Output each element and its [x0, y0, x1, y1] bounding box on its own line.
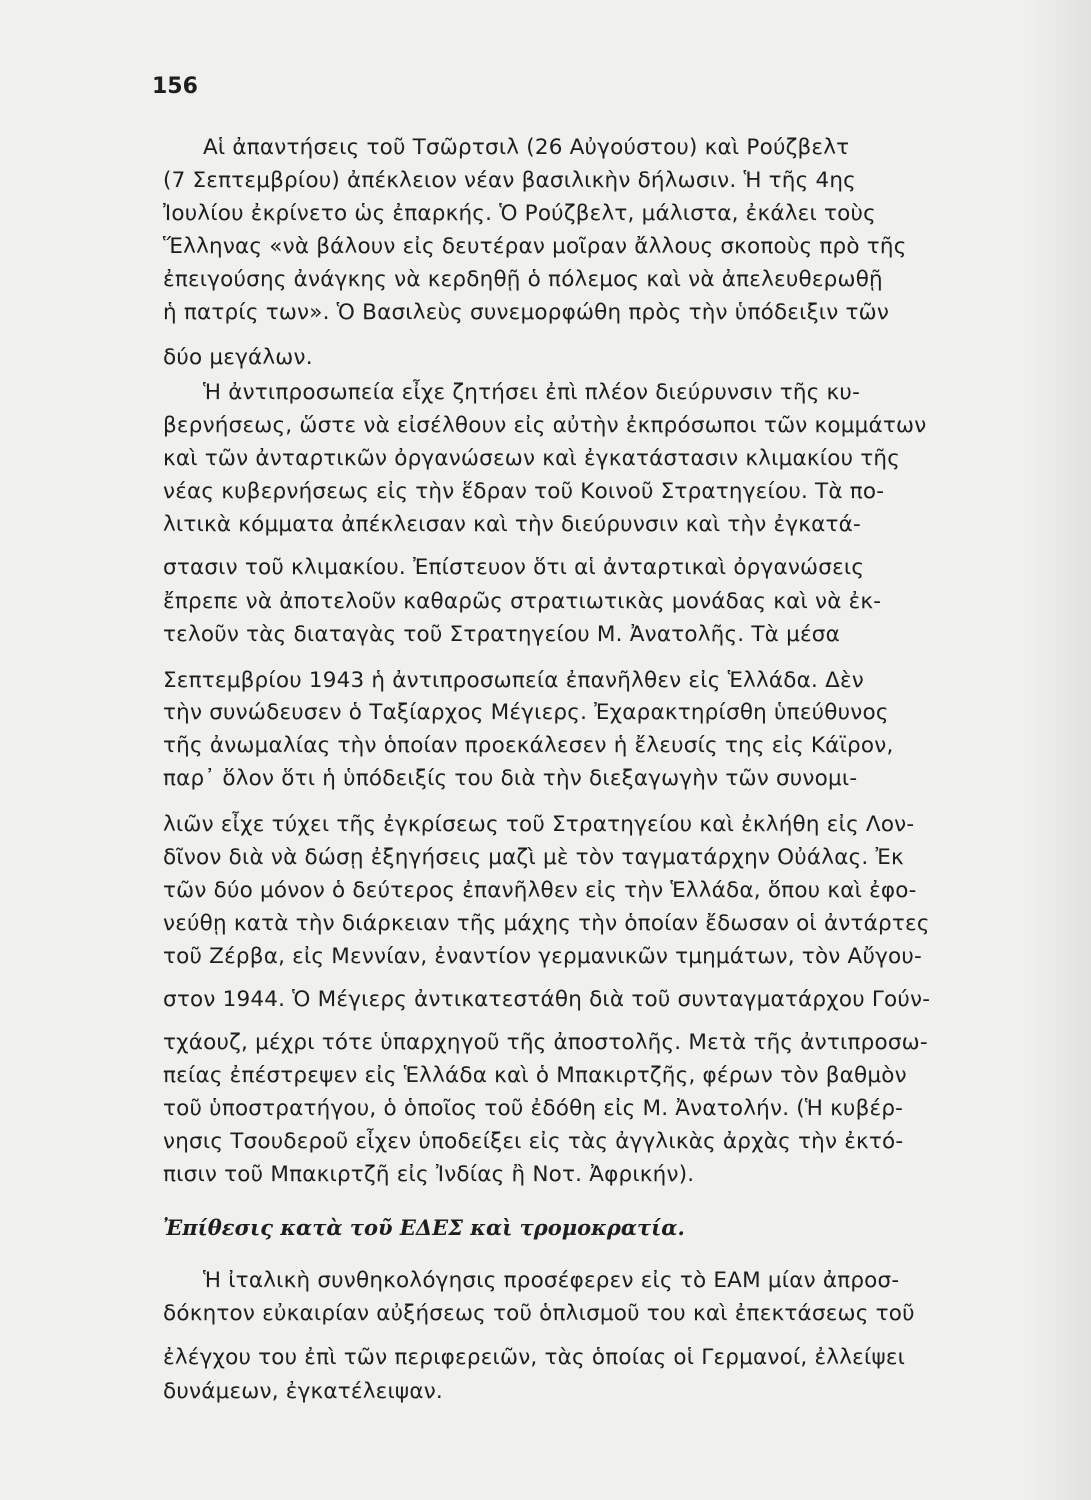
text-line: πείας ἐπέστρεψεν εἰς Ἑλλάδα καὶ ὁ Μπακιρτζῆς, φέρων τὸν βαθμὸν	[163, 1063, 907, 1088]
page-edge-shadow	[1021, 0, 1091, 1500]
text-line: Ἡ ἀντιπροσωπεία εἶχε ζητήσει ἐπὶ πλέον διεύρυνσιν τῆς κυ-	[203, 380, 861, 405]
text-line: πισιν τοῦ Μπακιρτζῆ εἰς Ἰνδίας ἢ Νοτ. Ἀφρικήν).	[163, 1162, 695, 1187]
text-line: τοῦ Ζέρβα, εἰς Μεννίαν, ἐναντίον γερμανικῶν τμημάτων, τὸν Αὔγου-	[163, 944, 922, 969]
text-line: τχάουζ, μέχρι τότε ὑπαρχηγοῦ τῆς ἀποστολῆς. Μετὰ τῆς ἀντιπροσω-	[163, 1030, 928, 1055]
text-line: νεύθῃ κατὰ τὴν διάρκειαν τῆς μάχης τὴν ὁποίαν ἔδωσαν οἱ ἀντάρτες	[163, 911, 930, 936]
text-line: Ἕλληνας «νὰ βάλουν εἰς δευτέραν μοῖραν ἄλλους σκοποὺς πρὸ τῆς	[163, 234, 907, 259]
text-line: στον 1944. Ὁ Μέγιερς ἀντικατεστάθη διὰ τοῦ συνταγματάρχου Γούν-	[163, 987, 931, 1012]
text-line: δύο μεγάλων.	[163, 345, 313, 370]
text-line: τῆς ἀνωμαλίας τὴν ὁποίαν προεκάλεσεν ἡ ἔλευσίς της εἰς Κάϊρον,	[163, 733, 894, 758]
text-line: Ἰουλίου ἐκρίνετο ὡς ἐπαρκής. Ὁ Ρούζβελτ, μάλιστα, ἐκάλει τοὺς	[163, 201, 876, 226]
section-heading: Ἐπίθεσις κατὰ τοῦ ΕΔΕΣ καὶ τρομοκρατία.	[163, 1215, 685, 1240]
text-line: λιῶν εἶχε τύχει τῆς ἐγκρίσεως τοῦ Στρατηγείου καὶ ἐκλήθη εἰς Λον-	[163, 812, 915, 837]
text-line: νησις Τσουδεροῦ εἶχεν ὑποδείξει εἰς τὰς ἀγγλικὰς ἀρχὰς τὴν ἐκτό-	[163, 1129, 904, 1154]
text-line: δυνάμεων, ἐγκατέλειψαν.	[163, 1379, 443, 1404]
text-line: τελοῦν τὰς διαταγὰς τοῦ Στρατηγείου Μ. Ἀνατολῆς. Τὰ μέσα	[163, 622, 840, 647]
text-line: τὴν συνώδευσεν ὁ Ταξίαρχος Μέγιερς. Ἐχαρακτηρίσθη ὑπεύθυνος	[163, 700, 889, 725]
text-line: ἐπειγούσης ἀνάγκης νὰ κερδηθῇ ὁ πόλεμος καὶ νὰ ἀπελευθερωθῇ	[163, 267, 883, 292]
text-line: δόκητον εὐκαιρίαν αὐξήσεως τοῦ ὁπλισμοῦ του καὶ ἐπεκτάσεως τοῦ	[163, 1301, 915, 1326]
text-line: στασιν τοῦ κλιμακίου. Ἐπίστευον ὅτι αἱ ἀνταρτικαὶ ὀργανώσεις	[163, 555, 865, 580]
text-line: νέας κυβερνήσεως εἰς τὴν ἕδραν τοῦ Κοινοῦ Στρατηγείου. Τὰ πο-	[163, 479, 885, 504]
text-line: Σεπτεμβρίου 1943 ἡ ἀντιπροσωπεία ἐπανῆλθεν εἰς Ἑλλάδα. Δὲν	[163, 668, 865, 693]
text-line: ἡ πατρίς των». Ὁ Βασιλεὺς συνεμορφώθη πρὸς τὴν ὑπόδειξιν τῶν	[163, 300, 890, 325]
text-line: καὶ τῶν ἀνταρτικῶν ὀργανώσεων καὶ ἐγκατάστασιν κλιμακίου τῆς	[163, 446, 901, 471]
text-line: λιτικὰ κόμματα ἀπέκλεισαν καὶ τὴν διεύρυνσιν καὶ τὴν ἐγκατά-	[163, 512, 862, 537]
text-line: τῶν δύο μόνον ὁ δεύτερος ἐπανῆλθεν εἰς τὴν Ἑλλάδα, ὅπου καὶ ἐφο-	[163, 878, 917, 903]
text-line: (7 Σεπτεμβρίου) ἀπέκλειον νέαν βασιλικὴν δήλωσιν. Ἡ τῆς 4ης	[163, 168, 856, 193]
text-line: τοῦ ὑποστρατήγου, ὁ ὁποῖος τοῦ ἐδόθη εἰς Μ. Ἀνατολήν. (Ἡ κυβέρ-	[163, 1096, 904, 1121]
text-line: ἐλέγχου του ἐπὶ τῶν περιφερειῶν, τὰς ὁποίας οἱ Γερμανοί, ἐλλείψει	[163, 1345, 906, 1370]
page-number: 156	[152, 74, 198, 99]
text-line: Ἡ ἰταλικὴ συνθηκολόγησις προσέφερεν εἰς τὸ ΕΑΜ μίαν ἀπροσ-	[203, 1268, 900, 1293]
text-line: ἔπρεπε νὰ ἀποτελοῦν καθαρῶς στρατιωτικὰς μονάδας καὶ νὰ ἐκ-	[163, 589, 882, 614]
text-line: παρ᾽ ὅλον ὅτι ἡ ὑπόδειξίς του διὰ τὴν διεξαγωγὴν τῶν συνομι-	[163, 766, 858, 791]
text-line: Αἱ ἀπαντήσεις τοῦ Τσῶρτσιλ (26 Αὐγούστου) καὶ Ρούζβελτ	[203, 135, 850, 160]
text-line: δῖνον διὰ νὰ δώσῃ ἐξηγήσεις μαζὶ μὲ τὸν ταγματάρχην Οὐάλας. Ἐκ	[163, 845, 904, 870]
text-line: βερνήσεως, ὥστε νὰ εἰσέλθουν εἰς αὐτὴν ἐκπρόσωποι τῶν κομμάτων	[163, 413, 927, 438]
